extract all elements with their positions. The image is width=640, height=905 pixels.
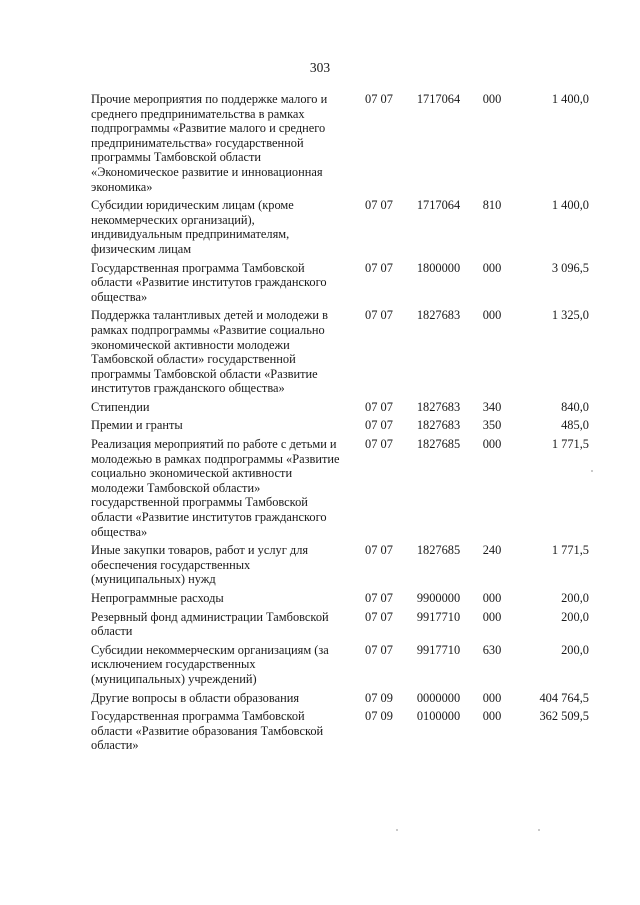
expense-type-code: 000 [482,308,502,323]
target-article-code: 0100000 [416,709,461,724]
expense-name: Субсидии некоммерческим организациям (за исключением государственных (муниципальных) учреждений) [91,642,329,686]
expense-type-code: 000 [482,591,502,605]
table-row [91,587,605,606]
expense-name: Реализация мероприятий по работе с детьми и молодежью в рамках подпрограммы «Развитие социально экономической активности молодежи Тамбовской области» государственной программы Тамбовской области «Развитие институтов гражданского общества» [91,437,340,539]
amount: 1 771,5 [551,437,589,452]
expense-type-code: 000 [482,709,502,724]
section-code: 07 07 [365,591,393,605]
target-article-code: 1827685 [416,543,461,558]
expense-type-code: 340 [482,399,502,414]
target-article-code: 0000000 [416,690,461,705]
target-article-code: 9917710 [416,609,461,624]
amount: 485,0 [561,418,589,433]
budget-table [91,92,605,753]
scan-speck [396,829,398,831]
expense-name: Государственная программа Тамбовской области «Развитие образования Тамбовской области» [91,709,324,753]
expense-name: Поддержка талантливых детей и молодежи в рамках подпрограммы «Развитие социально экономической активности молодежи Тамбовской области» государственной программы Тамбовской области «Развитие институтов гражданского общества» [91,308,328,396]
target-article-code: 9900000 [416,591,461,605]
section-code: 07 07 [365,437,393,452]
scan-speck [591,470,593,472]
page-number: 303 [309,60,331,75]
section-code: 07 09 [365,709,393,724]
budget-rows [91,92,605,753]
expense-name: Резервный фонд администрации Тамбовской области [91,609,329,639]
section-code: 07 07 [365,399,393,414]
expense-type-code: 000 [482,260,502,275]
expense-type-code: 000 [482,437,502,452]
section-code: 07 07 [365,642,393,657]
target-article-code: 1827683 [416,418,461,433]
table-row [91,396,605,415]
table-row [91,194,605,256]
table-row [91,414,605,433]
expense-name: Стипендии [91,399,150,414]
table-row [91,433,605,539]
expense-type-code: 810 [482,198,502,213]
amount: 200,0 [561,591,589,605]
expense-type-code: 000 [482,92,502,106]
table-row [91,539,605,587]
amount: 1 325,0 [551,308,589,323]
amount: 1 771,5 [551,543,589,558]
amount: 3 096,5 [551,260,589,275]
amount: 1 400,0 [551,198,589,213]
expense-name: Премии и гранты [91,418,183,433]
table-row [91,705,605,753]
expense-name: Государственная программа Тамбовской области «Развитие институтов гражданского общества» [91,260,327,304]
target-article-code: 1827685 [416,437,461,452]
table-row [91,257,605,305]
target-article-code: 1800000 [416,260,461,275]
section-code: 07 07 [365,92,393,106]
scan-speck [538,829,540,831]
section-code: 07 07 [365,260,393,275]
section-code: 07 09 [365,690,393,705]
expense-type-code: 000 [482,690,502,705]
table-row [91,687,605,706]
expense-name: Другие вопросы в области образования [91,690,300,705]
expense-type-code: 240 [482,543,502,558]
expense-name: Иные закупки товаров, работ и услуг для обеспечения государственных (муниципальных) нужд [91,543,309,587]
amount: 404 764,5 [539,690,589,705]
expense-type-code: 630 [482,642,502,657]
target-article-code: 1827683 [416,308,461,323]
table-row [91,639,605,687]
amount: 840,0 [561,399,589,414]
section-code: 07 07 [365,198,393,213]
section-code: 07 07 [365,543,393,558]
amount: 1 400,0 [551,92,589,106]
target-article-code: 9917710 [416,642,461,657]
target-article-code: 1827683 [416,399,461,414]
target-article-code: 1717064 [416,198,461,213]
expense-type-code: 000 [482,609,502,624]
expense-name: Прочие мероприятия по поддержке малого и среднего предпринимательства в рамках подпрограммы «Развитие малого и среднего предпринимательства» государственной программы Тамбовской области «Экономическое развитие и инновационная экономика» [91,92,328,194]
section-code: 07 07 [365,418,393,433]
expense-type-code: 350 [482,418,502,433]
table-row [91,92,605,194]
target-article-code: 1717064 [416,92,461,106]
expense-name: Субсидии юридическим лицам (кроме некоммерческих организаций), индивидуальным предпринимателям, физическим лицам [91,198,294,256]
section-code: 07 07 [365,609,393,624]
section-code: 07 07 [365,308,393,323]
amount: 200,0 [561,642,589,657]
table-row [91,606,605,639]
table-row [91,304,605,396]
amount: 200,0 [561,609,589,624]
expense-name: Непрограммные расходы [91,591,224,605]
amount: 362 509,5 [539,709,589,724]
